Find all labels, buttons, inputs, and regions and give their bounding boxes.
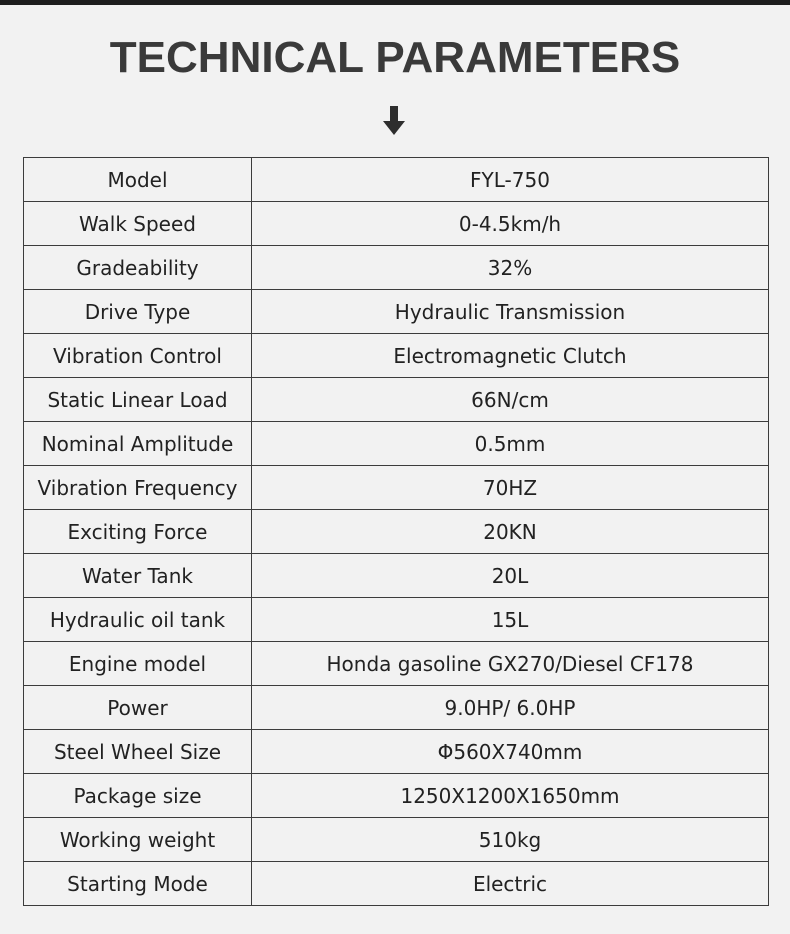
table-row xyxy=(24,466,769,510)
table-row xyxy=(24,818,769,862)
param-value: 9.0HP/ 6.0HP xyxy=(252,686,769,730)
table-row xyxy=(24,422,769,466)
param-value: 0-4.5km/h xyxy=(252,202,769,246)
spec-table-body xyxy=(24,158,769,906)
table-row xyxy=(24,598,769,642)
table-row xyxy=(24,158,769,202)
arrow-down-icon xyxy=(383,106,405,136)
table-row xyxy=(24,774,769,818)
param-value: 70HZ xyxy=(252,466,769,510)
param-label: Package size xyxy=(24,774,252,818)
page-title: TECHNICAL PARAMETERS xyxy=(109,33,681,82)
param-label: Hydraulic oil tank xyxy=(24,598,252,642)
param-value: FYL-750 xyxy=(252,158,769,202)
top-bar xyxy=(0,0,790,5)
param-label: Static Linear Load xyxy=(24,378,252,422)
table-row xyxy=(24,378,769,422)
param-value: 20L xyxy=(252,554,769,598)
param-label: Power xyxy=(24,686,252,730)
param-value: 1250X1200X1650mm xyxy=(252,774,769,818)
param-label: Steel Wheel Size xyxy=(24,730,252,774)
table-row xyxy=(24,202,769,246)
table-row xyxy=(24,642,769,686)
param-value: Honda gasoline GX270/Diesel CF178 xyxy=(252,642,769,686)
param-value: 32% xyxy=(252,246,769,290)
param-value: Electromagnetic Clutch xyxy=(252,334,769,378)
table-row xyxy=(24,510,769,554)
table-row xyxy=(24,862,769,906)
param-value: 20KN xyxy=(252,510,769,554)
param-value: Hydraulic Transmission xyxy=(252,290,769,334)
table-row xyxy=(24,334,769,378)
param-label: Working weight xyxy=(24,818,252,862)
param-label: Vibration Control xyxy=(24,334,252,378)
param-label: Exciting Force xyxy=(24,510,252,554)
spec-table xyxy=(23,157,769,906)
param-label: Drive Type xyxy=(24,290,252,334)
param-label: Model xyxy=(24,158,252,202)
param-label: Starting Mode xyxy=(24,862,252,906)
param-label: Engine model xyxy=(24,642,252,686)
param-label: Water Tank xyxy=(24,554,252,598)
table-row xyxy=(24,290,769,334)
param-label: Gradeability xyxy=(24,246,252,290)
param-label: Walk Speed xyxy=(24,202,252,246)
table-row xyxy=(24,554,769,598)
param-label: Vibration Frequency xyxy=(24,466,252,510)
param-value: 66N/cm xyxy=(252,378,769,422)
param-value: 15L xyxy=(252,598,769,642)
table-row xyxy=(24,686,769,730)
table-row xyxy=(24,730,769,774)
table-row xyxy=(24,246,769,290)
param-label: Nominal Amplitude xyxy=(24,422,252,466)
param-value: Electric xyxy=(252,862,769,906)
param-value: 510kg xyxy=(252,818,769,862)
param-value: 0.5mm xyxy=(252,422,769,466)
param-value: Φ560X740mm xyxy=(252,730,769,774)
